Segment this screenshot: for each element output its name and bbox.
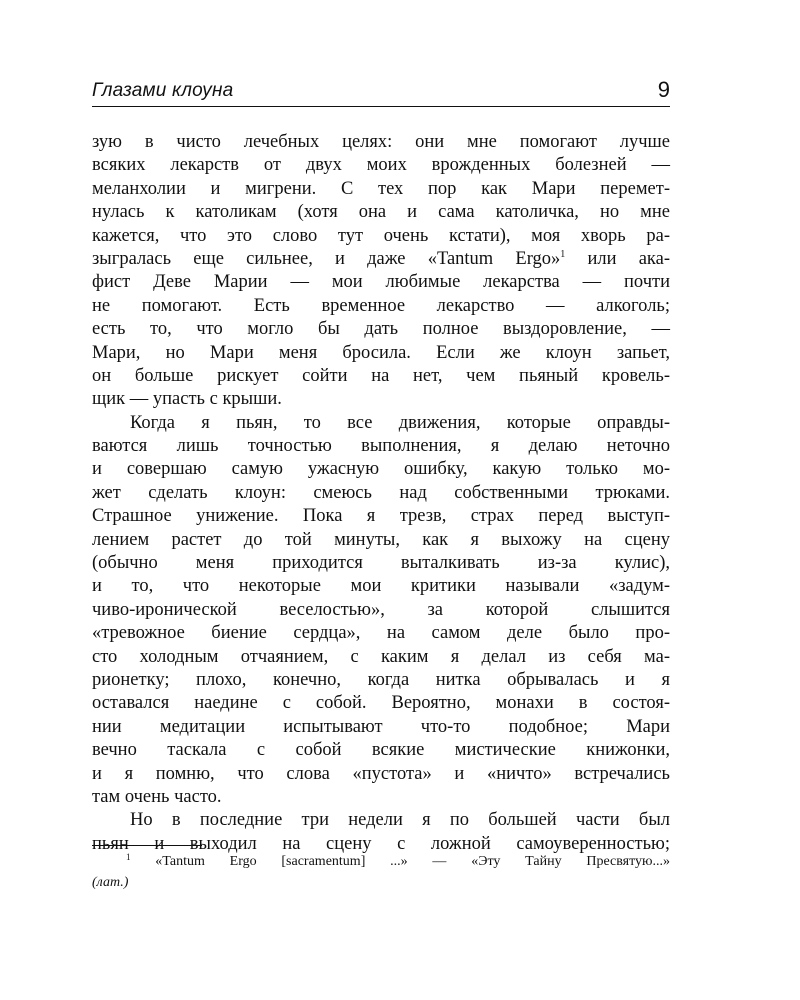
text-line: рионетку; плохо, конечно, когда нитка обрывалась и я xyxy=(92,669,670,690)
text-line: зую в чисто лечебных целях: они мне помогают лучше xyxy=(92,132,670,152)
footnote-line xyxy=(92,872,670,893)
text-line: сто холодным отчаянием, с каким я делал из себя ма- xyxy=(92,646,670,667)
text-line: жет сделать клоун: смеюсь над собственными трюками. xyxy=(92,482,670,503)
text-line: он больше рискует сойти на нет, чем пьяный кровель- xyxy=(92,365,670,386)
footnote xyxy=(92,851,670,893)
text-line: оставался наедине с собой. Вероятно, монахи в состоя- xyxy=(92,693,670,714)
text-line: и совершаю самую ужасную ошибку, какую только мо- xyxy=(92,459,670,480)
text-line: всяких лекарств от двух моих врожденных болезней — xyxy=(92,155,670,176)
footnote-mark: 1 xyxy=(126,852,131,862)
text-line: лением растет до той минуты, как я выхожу на сцену xyxy=(92,529,670,550)
text-line: есть то, что могло бы дать полное выздоровление, — xyxy=(92,319,670,340)
body-text xyxy=(92,131,670,856)
text-line: (обычно меня приходится выталкивать из-за кулис), xyxy=(92,553,670,574)
text-line: «тревожное биение сердца», на самом деле было про- xyxy=(92,623,670,644)
text-line: и я помню, что слова «пустота» и «ничто» встречались xyxy=(92,763,670,784)
page-number: 9 xyxy=(657,77,670,102)
text-line: Но в последние три недели я по большей части был xyxy=(130,810,670,831)
text-line-with-footnote-ref xyxy=(92,248,670,271)
text-line: Страшное унижение. Пока я трезв, страх перед выступ- xyxy=(92,506,670,527)
text-line: вечно таскала с собой всякие мистические книжонки, xyxy=(92,740,670,761)
text-line-head: зыгралась еще сильнее, и даже «Tantum Ergo» xyxy=(92,248,561,269)
text-line: Мари, но Мари меня бросила. Если же клоун запьет, xyxy=(92,342,670,363)
text-line: щик — упасть с крыши. xyxy=(92,389,282,410)
text-line: Когда я пьян, то все движения, которые оправды- xyxy=(130,412,670,433)
text-line: фист Деве Марии — мои любимые лекарства — почти xyxy=(92,272,670,293)
text-line: там очень часто. xyxy=(92,786,222,807)
footnote-rule xyxy=(92,845,202,846)
running-header xyxy=(92,76,670,106)
text-line: ваются лишь точностью выполнения, я делаю неточно xyxy=(92,436,670,457)
footnote-language: (лат.) xyxy=(92,875,129,890)
text-line: нулась к католикам (хотя она и сама католичка, но мне xyxy=(92,202,670,223)
text-line-tail: или ака- xyxy=(565,248,670,269)
text-line: не помогают. Есть временное лекарство — алкоголь; xyxy=(92,295,670,316)
text-line: меланхолии и мигрени. С тех пор как Мари перемет- xyxy=(92,178,670,199)
footnote-text: «Tantum Ergo [sacramentum] ...» — «Эту Тайну Пресвятую...» xyxy=(155,854,671,869)
text-line: кажется, что это слово тут очень кстати), моя хворь ра- xyxy=(92,225,670,246)
text-line: пьян и выходил на сцену с ложной самоуверенностью; xyxy=(92,833,670,854)
footnote-line xyxy=(92,851,670,872)
footnote-reference: 1 xyxy=(560,248,566,260)
running-title: Глазами клоуна xyxy=(92,80,234,101)
text-line: чиво-иронической веселостью», за которой слышится xyxy=(92,599,670,620)
text-line: нии медитации испытывают что-то подобное; Мари xyxy=(92,716,670,737)
header-rule xyxy=(92,106,670,107)
text-line: и то, что некоторые мои критики называли «задум- xyxy=(92,576,670,597)
